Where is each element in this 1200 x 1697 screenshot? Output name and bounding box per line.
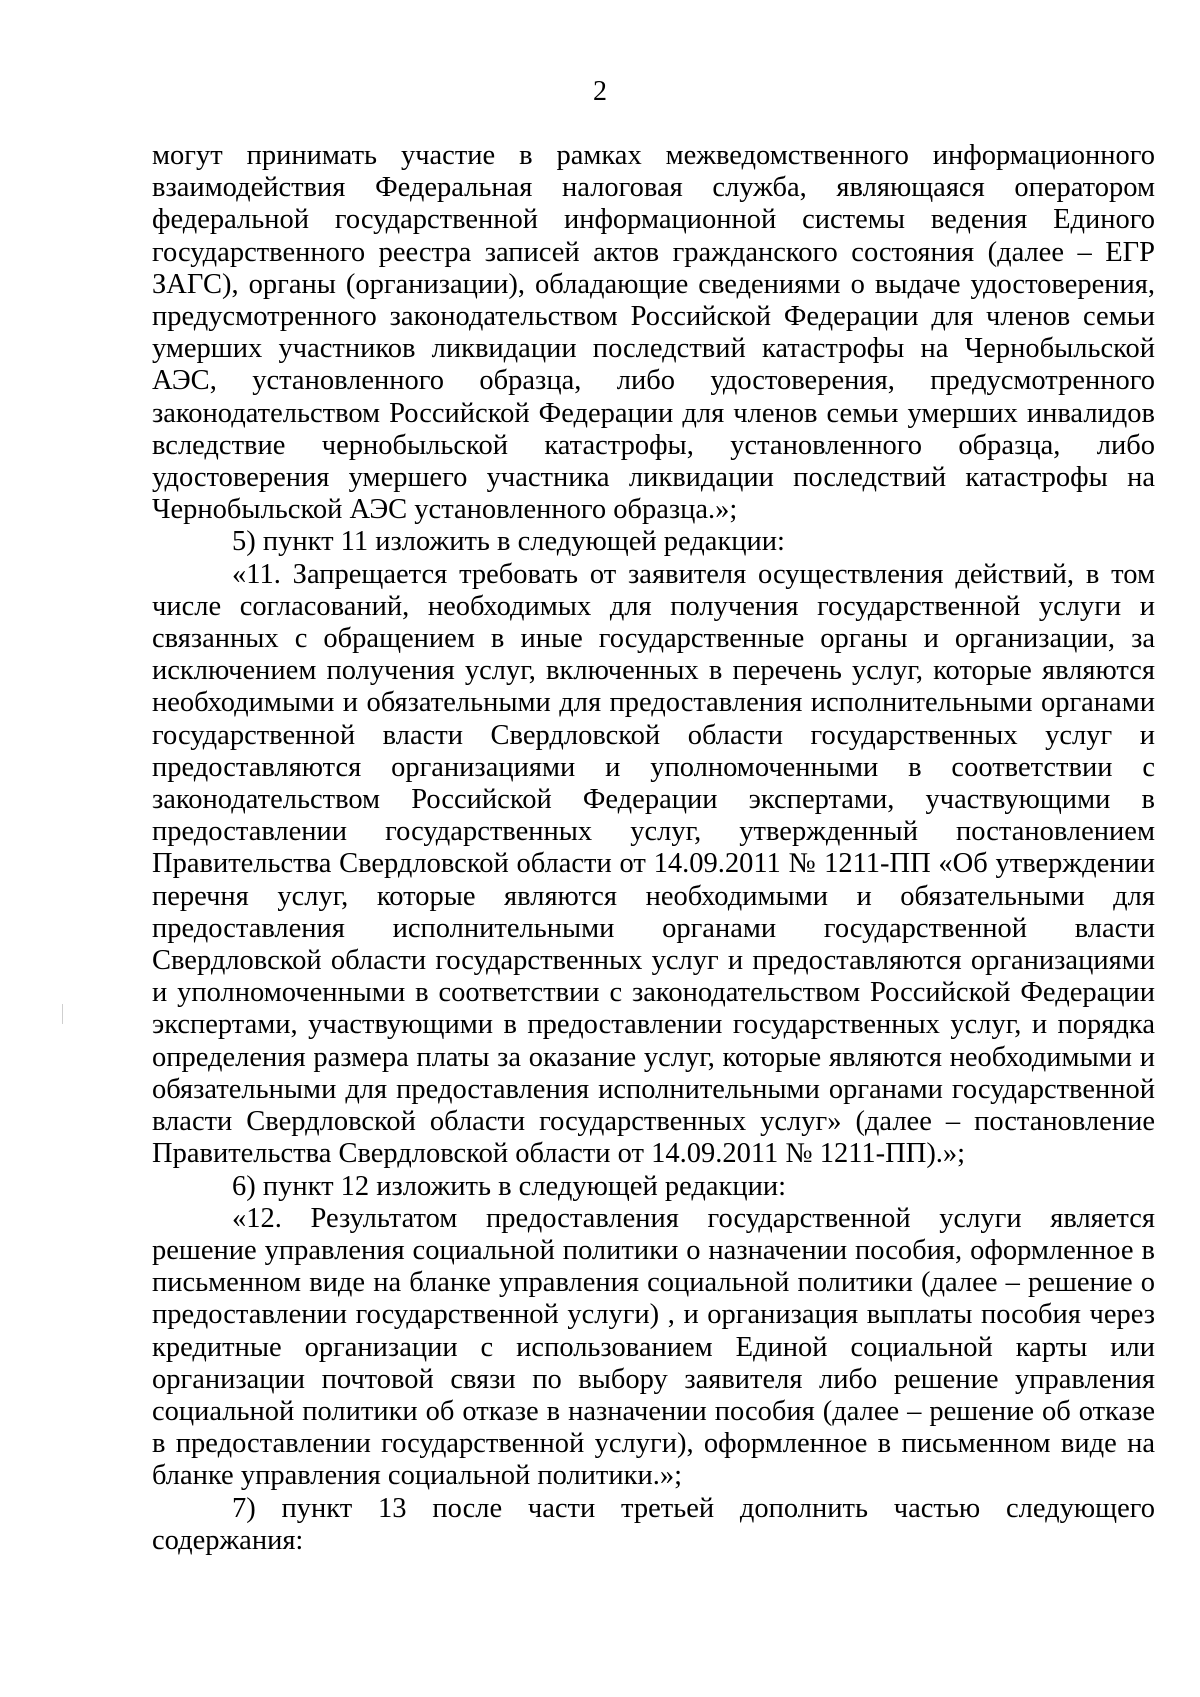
paragraph-item-7: 7) пункт 13 после части третьей дополнить частью следующего содержания:: [152, 1492, 1155, 1556]
paragraph-item-5: 5) пункт 11 изложить в следующей редакции:: [232, 526, 785, 558]
document-body: [152, 140, 1155, 1557]
paragraph-point-11: «11. Запрещается требовать от заявителя осуществления действий, в том числе согласований, необходимых для получения государственной услуги и связанных с обращением в иные государственные органы и организации, за исключением получения услуг, включенных в перечень услуг, которые являются необходимыми и обязательными для предоставления исполнительными органами государственной власти Свердловской области государственных услуг и предоставляются организациями и уполномоченными в соответствии с законодательством Российской Федерации экспертами, участвующими в предоставлении государственных услуг, утвержденный постановлением Правительства Свердловской области от 14.09.2011 № 1211-ПП «Об утверждении перечня услуг, которые являются необходимыми и обязательными для предоставления исполнительными органами государственной власти Свердловской области государственных услуг и предоставляются организациями и уполномоченными в соответствии с законодательством Российской Федерации экспертами, участвующими в предоставлении государственных услуг, и порядка определения размера платы за оказание услуг, которые являются необходимыми и обязательными для предоставления исполнительными органами государственной власти Свердловской области государственных услуг» (далее – постановление Правительства Свердловской области от 14.09.2011 № 1211-ПП).»;: [152, 558, 1155, 1170]
paragraph-point-12: «12. Результатом предоставления государственной услуги является решение управления социальной политики о назначении пособия, оформленное в письменном виде на бланке управления социальной политики (далее – решение о предоставлении государственной услуги) , и организация выплаты пособия через кредитные организации с использованием Единой социальной карты или организации почтовой связи по выбору заявителя либо решение управления социальной политики об отказе в назначении пособия (далее – решение об отказе в предоставлении государственной услуги), оформленное в письменном виде на бланке управления социальной политики.»;: [152, 1202, 1155, 1492]
paragraph-continuation: могут принимать участие в рамках межведомственного информационного взаимодействия Федеральная налоговая служба, являющаяся оператором федеральной государственной информационной системы ведения Единого государственного реестра записей актов гражданского состояния (далее – ЕГР ЗАГС), органы (организации), обладающие сведениями о выдаче удостоверения, предусмотренного законодательством Российской Федерации для членов семьи умерших участников ликвидации последствий катастрофы на Чернобыльской АЭС, установленного образца, либо удостоверения, предусмотренного законодательством Российской Федерации для членов семьи умерших инвалидов вследствие чернобыльской катастрофы, установленного образца, либо удостоверения умершего участника ликвидации последствий катастрофы на Чернобыльской АЭС установленного образца.»;: [152, 140, 1155, 526]
page-number: 2: [593, 76, 607, 107]
scan-artifact-mark: [62, 1004, 63, 1024]
paragraph-item-6: 6) пункт 12 изложить в следующей редакции:: [232, 1170, 787, 1202]
